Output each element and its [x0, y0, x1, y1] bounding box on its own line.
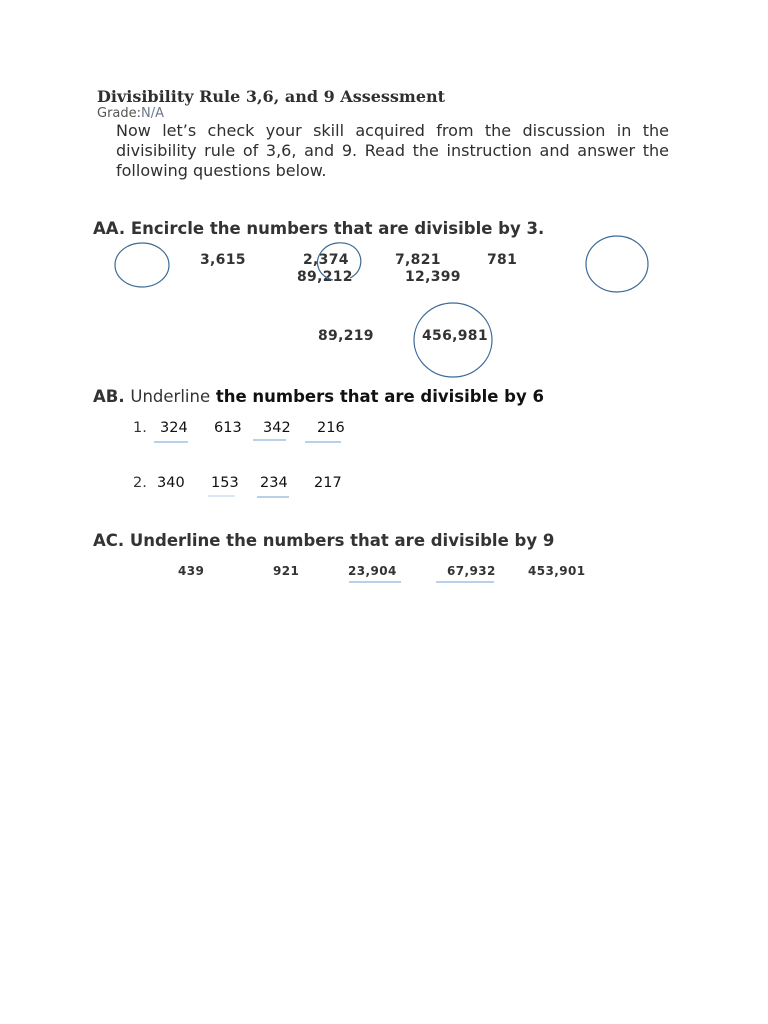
- ab-number: 234: [260, 475, 288, 491]
- aa-number: 12,399: [405, 269, 461, 285]
- section-ab-instruction: the numbers that are divisible by 6: [215, 387, 544, 406]
- section-aa-heading: [93, 219, 544, 238]
- underline-marks: [154, 440, 494, 582]
- aa-number: 2,374: [303, 252, 349, 268]
- page-title: Divisibility Rule 3,6, and 9 Assessment: [97, 87, 446, 106]
- ab-row-index: 2.: [133, 475, 147, 491]
- ab-number: 342: [263, 420, 291, 436]
- section-ab-instruction-word: Underline: [130, 387, 211, 406]
- aa-number: 7,821: [395, 252, 441, 268]
- aa-number: 781: [487, 252, 518, 268]
- section-aa-instruction: Encircle the numbers that are divisible by 3.: [130, 219, 545, 238]
- section-ac-instruction: Underline the numbers that are divisible by 9: [129, 531, 555, 550]
- aa-number: 456,981: [422, 328, 488, 344]
- ab-row-index: 1.: [133, 420, 147, 436]
- ac-number: 439: [178, 564, 205, 578]
- grade-line: [97, 106, 164, 121]
- ab-number: 216: [317, 420, 345, 436]
- circle-marks: [115, 236, 648, 377]
- ab-number: 217: [314, 475, 342, 491]
- grade-label: Grade:: [97, 106, 142, 121]
- ac-number: 453,901: [528, 564, 586, 578]
- section-ab-heading: [93, 387, 544, 406]
- section-ac-heading: [93, 531, 554, 550]
- ac-number: 67,932: [447, 564, 496, 578]
- section-ab-label: AB.: [93, 387, 125, 406]
- ab-number: 613: [214, 420, 242, 436]
- ab-number: 153: [211, 475, 239, 491]
- ab-number: 340: [157, 475, 185, 491]
- aa-number: 89,212: [297, 269, 353, 285]
- aa-number: 89,219: [318, 328, 374, 344]
- grade-value: N/A: [141, 106, 165, 121]
- ac-number: 921: [273, 564, 300, 578]
- ab-number: 324: [160, 420, 188, 436]
- aa-number: 3,615: [200, 252, 246, 268]
- intro-paragraph: Now let’s check your skill acquired from the discussion in the divisibility rule of 3,6, and 9. Read the instruction and answer the following questions below.: [116, 121, 669, 180]
- section-aa-label: AA.: [93, 219, 126, 238]
- circle-mark: [115, 243, 169, 287]
- circle-mark: [586, 236, 648, 292]
- section-ac-label: AC.: [93, 531, 125, 550]
- ac-number: 23,904: [348, 564, 397, 578]
